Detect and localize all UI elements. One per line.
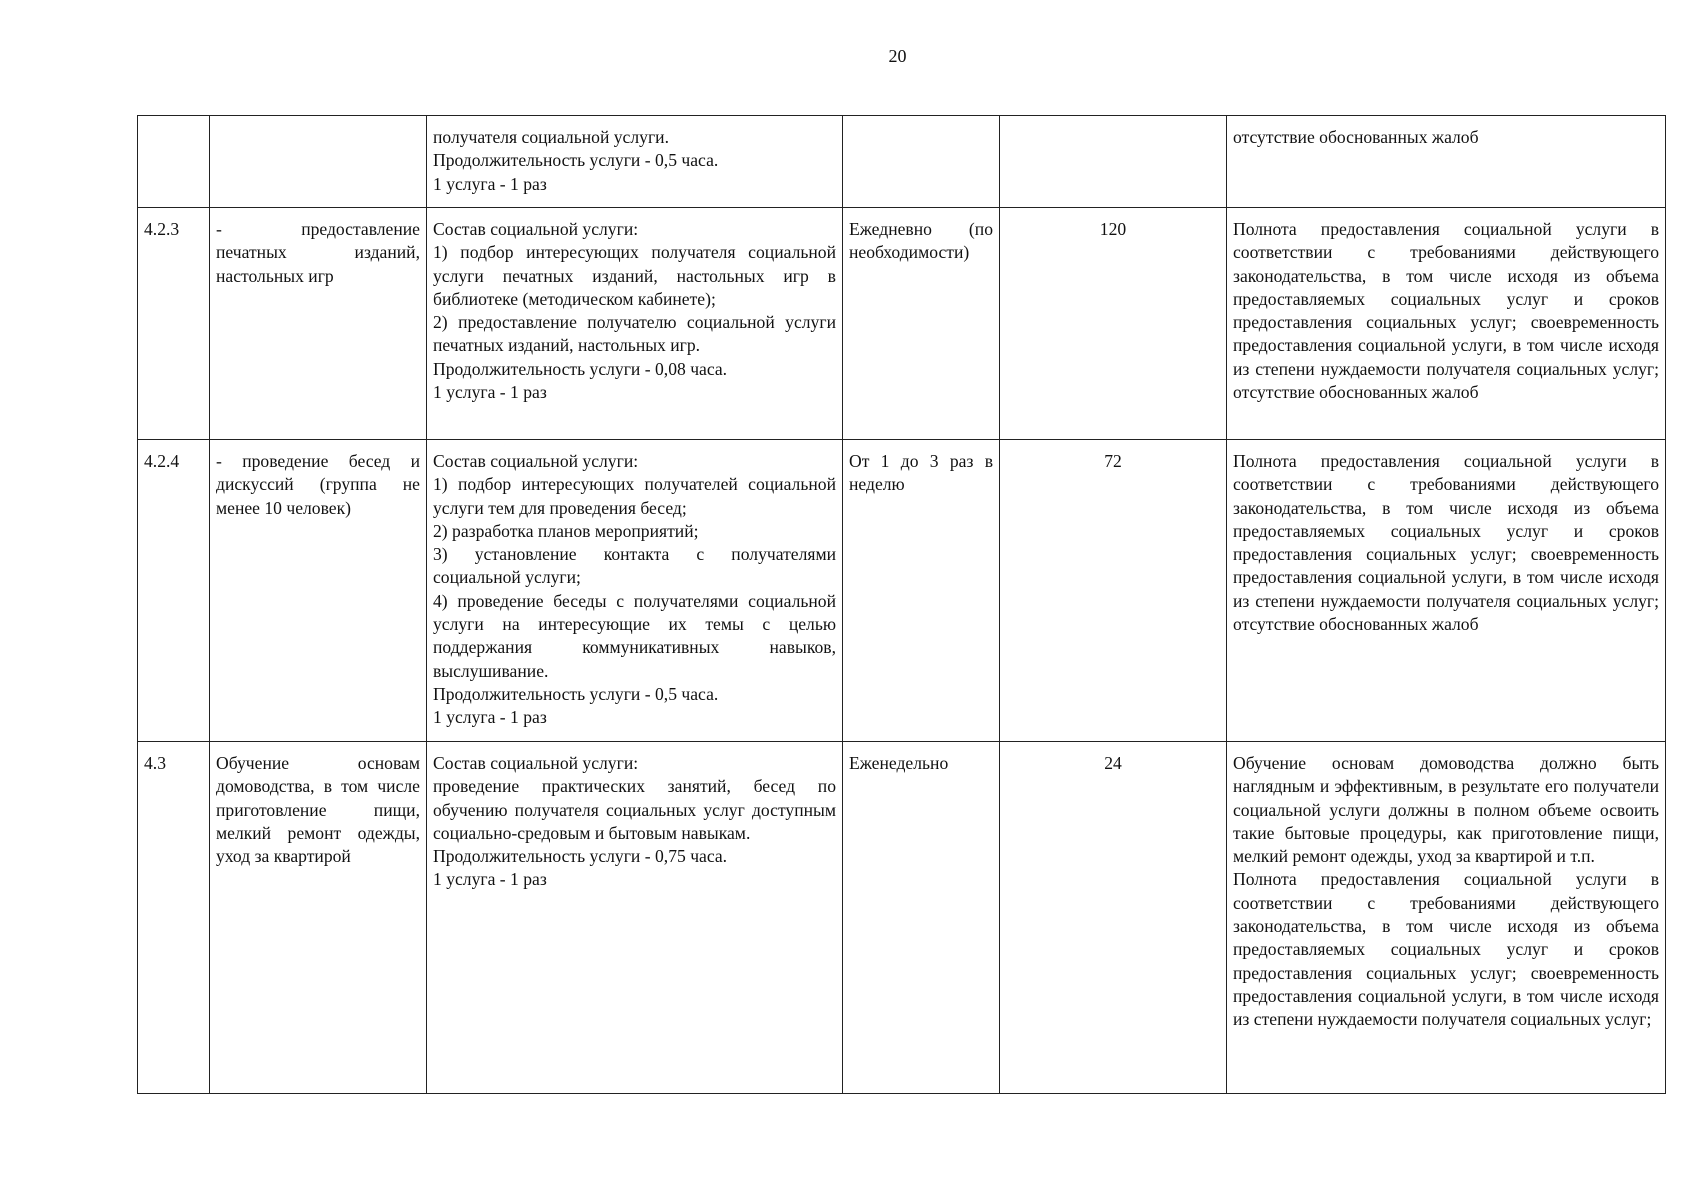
service-content	[427, 742, 843, 1094]
service-frequency	[843, 116, 1000, 208]
quality-paragraph: Полнота предоставления социальной услуги в соответствии с требованиями действующего законодательства, в том числе исходя из объема предоставляемых социальных услуг и сроков предоставления социальных услуг; своевременность предоставления социальной услуги, в том числе исходя из степени нуждаемости получателя социальных услуг; отсутствие обоснованных жалоб	[1233, 451, 1659, 635]
service-number: 4.3	[138, 742, 210, 1094]
page-number: 20	[888, 46, 907, 66]
service-quality	[1227, 742, 1666, 1094]
content-line: Состав социальной услуги:	[433, 451, 639, 471]
service-name	[210, 116, 427, 208]
service-quality	[1227, 208, 1666, 440]
service-quantity: 24	[1000, 742, 1227, 1094]
content-line: Продолжительность услуги - 0,08 часа.	[433, 358, 728, 379]
service-content	[427, 440, 843, 742]
service-content	[427, 208, 843, 440]
quality-paragraph: отсутствие обоснованных жалоб	[1233, 127, 1479, 147]
quality-paragraph: Полнота предоставления социальной услуги в соответствии с требованиями действующего законодательства, в том числе исходя из объема предоставляемых социальных услуг и сроков предоставления социальных услуг; своевременность предоставления социальной услуги, в том числе исходя из степени нуждаемости получателя социальных услуг; отсутствие обоснованных жалоб	[1233, 219, 1659, 403]
content-line: 1) подбор интересующих получателей социальной услуги тем для проведения бесед;	[433, 474, 836, 518]
service-standards-table	[137, 115, 1666, 1094]
service-quality	[1227, 440, 1666, 742]
service-name: Обучение основам домоводства, в том числе приготовление пищи, мелкий ремонт одежды, уход за квартирой	[210, 742, 427, 1094]
table-row	[138, 440, 1666, 742]
content-line: 2) разработка планов мероприятий;	[433, 520, 699, 541]
content-line: 2) предоставление получателю социальной услуги печатных изданий, настольных игр.	[433, 312, 836, 356]
content-line: 1 услуга - 1 раз	[433, 173, 547, 194]
table-row	[138, 208, 1666, 440]
content-line: получателя социальной услуги.	[433, 127, 669, 147]
content-line: Состав социальной услуги:	[433, 219, 639, 239]
content-line: 1 услуга - 1 раз	[433, 382, 547, 403]
service-content	[427, 116, 843, 208]
content-line: 1) подбор интересующих получателя социальной услуги печатных изданий, настольных игр в библиотеке (методическом кабинете);	[433, 242, 836, 309]
content-line: Продолжительность услуги - 0,75 часа.	[433, 846, 728, 867]
service-number	[138, 116, 210, 208]
content-line: 3) установление контакта с получателями социальной услуги;	[433, 544, 836, 588]
service-frequency: Еженедельно	[843, 742, 1000, 1094]
quality-paragraph: Обучение основам домоводства должно быть наглядным и эффективным, в результате его получатели социальной услуги должны в полном объеме освоить такие бытовые процедуры, как приготовление пищи, мелкий ремонт одежды, уход за квартирой и т.п.	[1233, 753, 1659, 867]
service-frequency: От 1 до 3 раз в неделю	[843, 440, 1000, 742]
content-line: Состав социальной услуги:	[433, 753, 639, 773]
service-name: - предоставление печатных изданий, настольных игр	[210, 208, 427, 440]
service-quantity: 72	[1000, 440, 1227, 742]
content-line: Продолжительность услуги - 0,5 часа.	[433, 683, 719, 704]
table-row	[138, 116, 1666, 208]
content-line: 1 услуга - 1 раз	[433, 869, 547, 890]
service-name: - проведение бесед и дискуссий (группа не менее 10 человек)	[210, 440, 427, 742]
content-line: Продолжительность услуги - 0,5 часа.	[433, 150, 719, 171]
content-line: проведение практических занятий, бесед по обучению получателя социальных услуг доступным социально-средовым и бытовым навыкам.	[433, 776, 836, 843]
service-quality	[1227, 116, 1666, 208]
service-quantity: 120	[1000, 208, 1227, 440]
content-line: 1 услуга - 1 раз	[433, 707, 547, 728]
service-frequency: Ежедневно (по необходимости)	[843, 208, 1000, 440]
table-row	[138, 742, 1666, 1094]
service-number: 4.2.4	[138, 440, 210, 742]
service-number: 4.2.3	[138, 208, 210, 440]
quality-paragraph: Полнота предоставления социальной услуги в соответствии с требованиями действующего законодательства, в том числе исходя из объема предоставляемых социальных услуг и сроков предоставления социальных услуг; своевременность предоставления социальной услуги, в том числе исходя из степени нуждаемости получателя социальных услуг;	[1233, 869, 1659, 1030]
content-line: 4) проведение беседы с получателями социальной услуги на интересующие их темы с целью поддержания коммуникативных навыков, выслушивание.	[433, 590, 836, 681]
service-quantity	[1000, 116, 1227, 208]
